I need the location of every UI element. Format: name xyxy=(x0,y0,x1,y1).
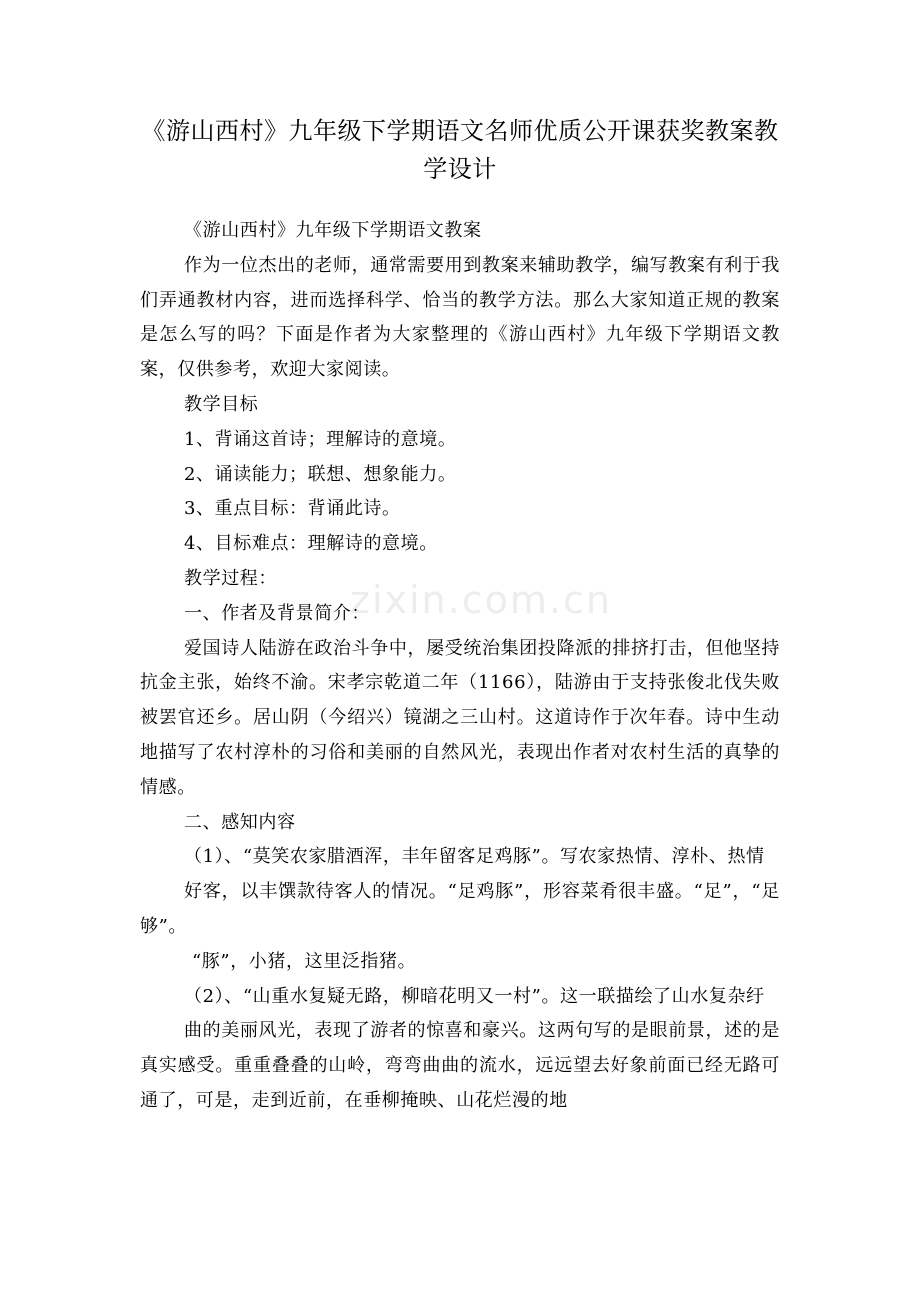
paragraph: （1）、“莫笑农家腊酒浑，丰年留客足鸡豚”。写农家热情、淳朴、热情 xyxy=(184,846,765,868)
paragraph: 一、作者及背景简介： xyxy=(184,602,370,624)
paragraph: 1、背诵这首诗；理解诗的意境。 xyxy=(184,428,457,450)
watermark: zixin.com.cn xyxy=(350,578,612,622)
paragraph: 爱国诗人陆游在政治斗争中，屡受统治集团投降派的排挤打击，但他坚持抗金主张，始终不渝。宋孝宗乾道二年（1166），陆游由于支持张俊北伐失败被罢官还乡。居山阴（今绍兴）镜湖之三山村。这道诗作于次年春。诗中生动地描写了农村淳朴的习俗和美丽的自然风光，表现出作者对农村生活的真挚的情感。 xyxy=(140,637,780,798)
paragraph: 教学过程： xyxy=(184,567,277,589)
document-body xyxy=(140,214,780,1119)
paragraph: 教学目标 xyxy=(184,393,259,415)
document-title: 《游山西村》九年级下学期语文名师优质公开课获奖教案教学设计 xyxy=(141,117,779,183)
paragraph: 作为一位杰出的老师，通常需要用到教案来辅助教学，编写教案有利于我们弄通教材内容，进而选择科学、恰当的教学方法。那么大家知道正规的教案是怎么写的吗？下面是作者为大家整理的《游山西村》九年级下学期语文教案，仅供参考，欢迎大家阅读。 xyxy=(140,254,780,381)
paragraph: 2、诵读能力；联想、想象能力。 xyxy=(184,463,457,485)
paragraph: 《游山西村》九年级下学期语文教案 xyxy=(184,220,482,241)
paragraph: 二、感知内容 xyxy=(184,811,296,833)
paragraph: 3、重点目标：背诵此诗。 xyxy=(184,498,401,520)
paragraph: 4、目标难点：理解诗的意境。 xyxy=(184,533,438,555)
paragraph: “豚”，小猪，这里泛指猪。 xyxy=(192,950,417,972)
paragraph: （2）、“山重水复疑无路，柳暗花明又一村”。这一联描绘了山水复杂纡 xyxy=(184,985,765,1007)
paragraph: 好客，以丰馔款待客人的情况。“足鸡豚”，形容菜肴很丰盛。“足”，“足够”。 xyxy=(140,881,780,937)
paragraph: 曲的美丽风光，表现了游者的惊喜和豪兴。这两句写的是眼前景，述的是真实感受。重重叠叠的山岭，弯弯曲曲的流水，远远望去好象前面已经无路可通了，可是，走到近前，在垂柳掩映、山花烂漫的地 xyxy=(140,1020,780,1111)
